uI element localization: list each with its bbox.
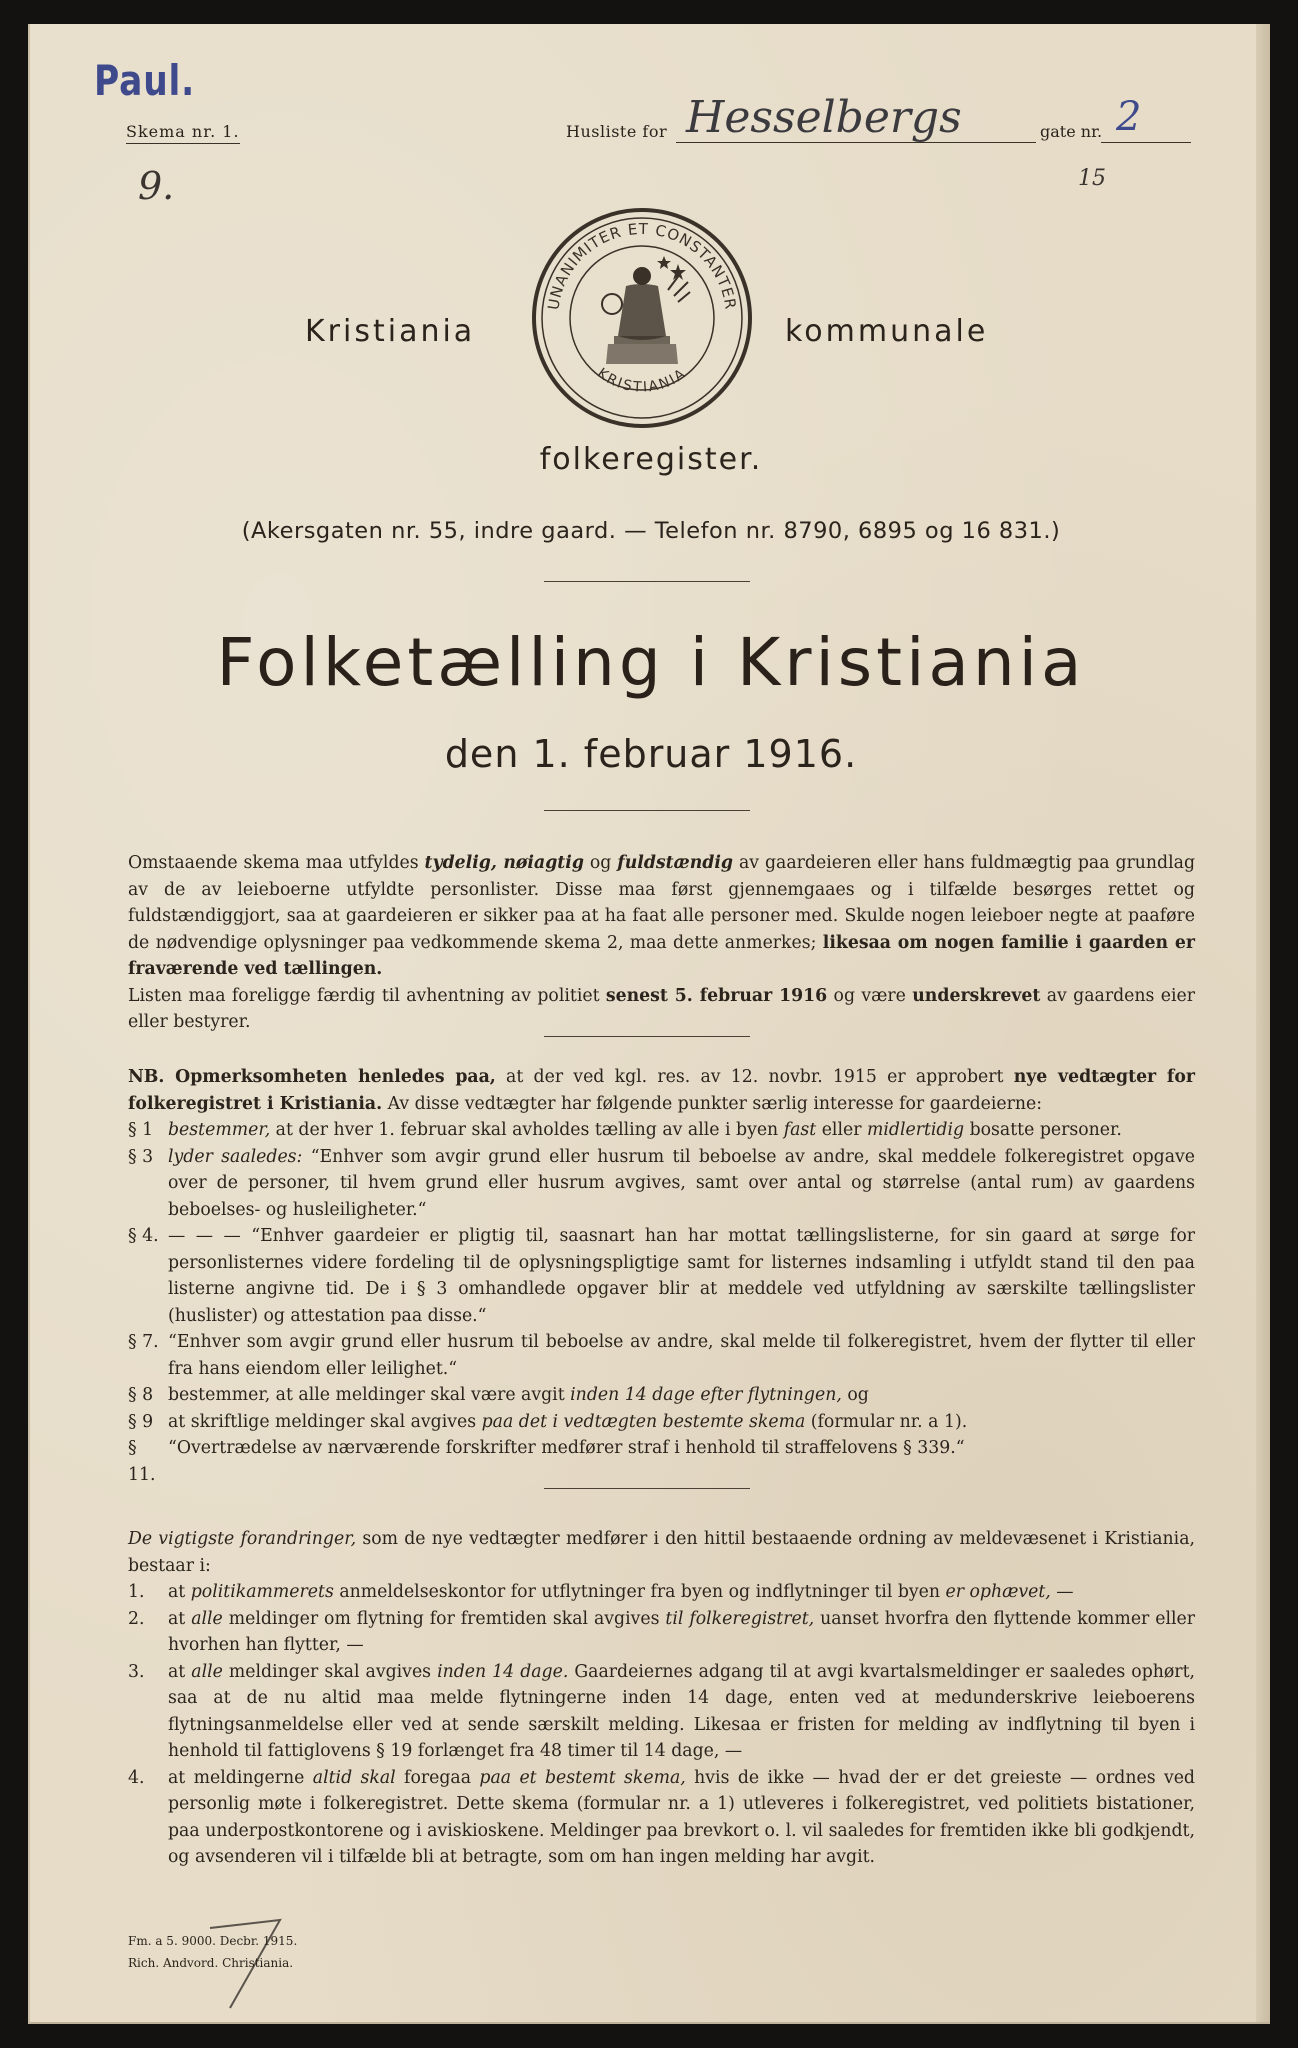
printer-name: Rich. Andvord. Christiania. — [128, 1956, 294, 1970]
svg-text:KRISTIANIA: KRISTIANIA — [594, 365, 690, 396]
change-item — [128, 1579, 1195, 1606]
municipal-seal-row — [30, 204, 1272, 404]
item-text: at politikammerets anmeldelseskontor for utflytninger fra byen og indflytninger til byen er ophævet, — — [168, 1582, 1074, 1602]
gate-fill-line — [1101, 142, 1191, 143]
office-address: (Akersgaten nr. 55, indre gaard. — Telefon nr. 8790, 6895 og 16 831.) — [241, 518, 1061, 544]
divider — [544, 1036, 750, 1037]
intro-paragraph-1: Omstaaende skema maa utfyldes tydelig, nøiagtig og fuldstændig av gaardeieren eller hans fuldmægtig paa grundlag av de av leieboerne utfyldte personlister. Disse maa først gjennemgaaes og i tilfælde besørges rettet og fuldstændiggjort, saa at gaardeieren er sikker paa at ha faat alle personer med. Skulde nogen leieboer negte at paaføre de nødvendige oplysninger paa vedkommende skema 2, maa dette anmerkes; likesaa om nogen familie i gaarden er fraværende ved tællingen. — [128, 853, 1196, 979]
paragraph-text: “Overtrædelse av nærværende forskrifter medfører straf i henhold til straffelovens § 339.“ — [168, 1438, 965, 1458]
paragraph-mark: § 9 — [128, 1411, 154, 1432]
paragraph-mark: § 8 — [128, 1385, 154, 1405]
nb-section — [128, 1064, 1195, 1488]
note-right: 15 — [1078, 166, 1106, 191]
paragraph-text: bestemmer, at der hver 1. februar skal avholdes tælling av alle i byen fast eller midlertidig bosatte personer. — [168, 1120, 1122, 1140]
census-form-sheet — [28, 24, 1270, 2024]
street-name-handwritten: Hesselbergs — [686, 92, 962, 143]
item-number: 2. — [128, 1608, 145, 1629]
seal-right-text: kommunale — [785, 314, 989, 349]
gate-number-handwritten: 2 — [1116, 94, 1142, 140]
city-seal-icon — [528, 204, 756, 432]
item-number: 3. — [128, 1661, 145, 1682]
paragraph-text: lyder saaledes: “Enhver som avgir grund eller husrum til beboelse av andre, skal meddele folkeregistret opgave over de personer, til hvem grund eller husrum avgives, samt over antal og størrelse (antal rum) av gaardens beboelses- og husleiligheter.“ — [168, 1146, 1195, 1220]
item-text: at alle meldinger om flytning for fremtiden skal avgives til folkeregistret, uanset hvorfra den flyttende kommer eller hvorhen han flytter, — — [168, 1608, 1196, 1655]
statute-paragraph — [128, 1409, 1195, 1436]
changes-section — [128, 1526, 1195, 1871]
item-text: at alle meldinger skal avgives inden 14 dage. Gaardeiernes adgang til at avgi kvartalsmeldinger er saaledes ophørt, saa at de nu altid maa melde flytningerne inden 14 dage, enten ved at medunderskrive leieboerens flytningsanmeldelse eller ved at sende særskilt melding. Likesaa er fristen for melding av indflytning til byen i henhold til fattiglovens § 19 forlænget fra 48 timer til 14 dage, — — [168, 1661, 1196, 1761]
office-name: folkeregister. — [539, 442, 763, 477]
intro-paragraph-2: Listen maa foreligge færdig til avhentning av politiet senest 5. februar 1916 og være underskrevet av gaardens eier eller bestyrer. — [128, 985, 1195, 1032]
paragraph-mark: § 11. — [128, 1438, 156, 1485]
svg-text:UNANIMITER ET CONSTANTER: UNANIMITER ET CONSTANTER — [544, 219, 740, 312]
paragraph-mark: § 4. — [128, 1226, 159, 1246]
change-item — [128, 1606, 1195, 1659]
statute-paragraph — [128, 1435, 1195, 1488]
changes-lead: De vigtigste forandringer, som de nye vedtægter medfører i den hittil bestaaende ordning av meldevæsenet i Kristiania, bestaar i: — [128, 1529, 1195, 1576]
paragraph-text: “Enhver som avgir grund eller husrum til beboelse av andre, skal melde til folkeregistret, hvem der flytter til eller fra hans eiendom eller leilighet.“ — [168, 1332, 1195, 1379]
form-header — [126, 92, 1186, 152]
skema-number: Skema nr. 1. — [126, 122, 240, 144]
paragraph-mark: § 1 — [128, 1120, 154, 1140]
divider — [544, 1488, 750, 1489]
seal-left-text: Kristiania — [305, 314, 476, 349]
printer-imprint — [128, 1930, 297, 1974]
item-number: 4. — [128, 1767, 145, 1788]
divider — [544, 810, 750, 811]
statute-paragraph — [128, 1117, 1195, 1144]
change-item — [128, 1765, 1195, 1871]
intro-paragraphs — [128, 850, 1195, 1036]
paragraph-mark: § 3 — [128, 1146, 154, 1167]
change-item — [128, 1659, 1195, 1765]
nb-paragraph-list — [128, 1117, 1195, 1488]
gate-label: gate nr. — [1040, 122, 1103, 141]
paragraph-text: — — — “Enhver gaardeier er pligtig til, saasnart han har mottat tællingslisterne, for sin gaard at sørge for personlisternes videre fordeling til de oplysningspligtige samt for listernes indsamling i utfyldt stand til den paa listerne angivne tid. De i § 3 omhandlede opgaver blir at meddele ved utfyldning av særskilte tællingslister (huslister) og attestation paa disse.“ — [168, 1226, 1195, 1326]
changes-list — [128, 1579, 1195, 1871]
item-text: at meldingerne altid skal foregaa paa et bestemt skema, hvis de ikke — hvad der er det greieste — ordnes ved personlig møte i folkeregistret. Dette skema (formular nr. a 1) utleveres i folkeregistret, ved politiets bistationer, paa underpostkontorene og i aviskioskene. Meldinger paa brevkort o. l. vil saaledes for fremtiden ikke bli godkjendt, og avsenderen vil i tilfælde bli at betragte, som om han ingen melding har avgit. — [168, 1767, 1195, 1867]
paragraph-text: at skriftlige meldinger skal avgives paa det i vedtægten bestemte skema (formular nr. a 1). — [168, 1411, 968, 1432]
paragraph-text: bestemmer, at alle meldinger skal være avgit inden 14 dage efter flytningen, og — [168, 1385, 869, 1405]
statute-paragraph — [128, 1223, 1195, 1329]
divider — [544, 581, 750, 582]
husliste-label: Husliste for — [566, 122, 668, 141]
statute-paragraph — [128, 1144, 1195, 1224]
statute-paragraph — [128, 1329, 1195, 1382]
item-number: 1. — [128, 1582, 145, 1602]
census-date: den 1. februar 1916. — [444, 732, 858, 776]
name-stamp: Paul. — [94, 56, 196, 105]
statute-paragraph — [128, 1382, 1195, 1409]
paragraph-mark: § 7. — [128, 1332, 159, 1352]
print-run: Fm. a 5. 9000. Decbr. 1915. — [128, 1934, 298, 1948]
page-title: Folketælling i Kristiania — [216, 624, 1086, 701]
nb-lead: NB. Opmerksomheten henledes paa, at der ved kgl. res. av 12. novbr. 1915 er approbert nye vedtægter for folkeregistret i Kristiania. Av disse vedtægter har følgende punkter særlig interesse for gaardeierne: — [128, 1067, 1195, 1114]
note-left: 9. — [138, 164, 175, 208]
